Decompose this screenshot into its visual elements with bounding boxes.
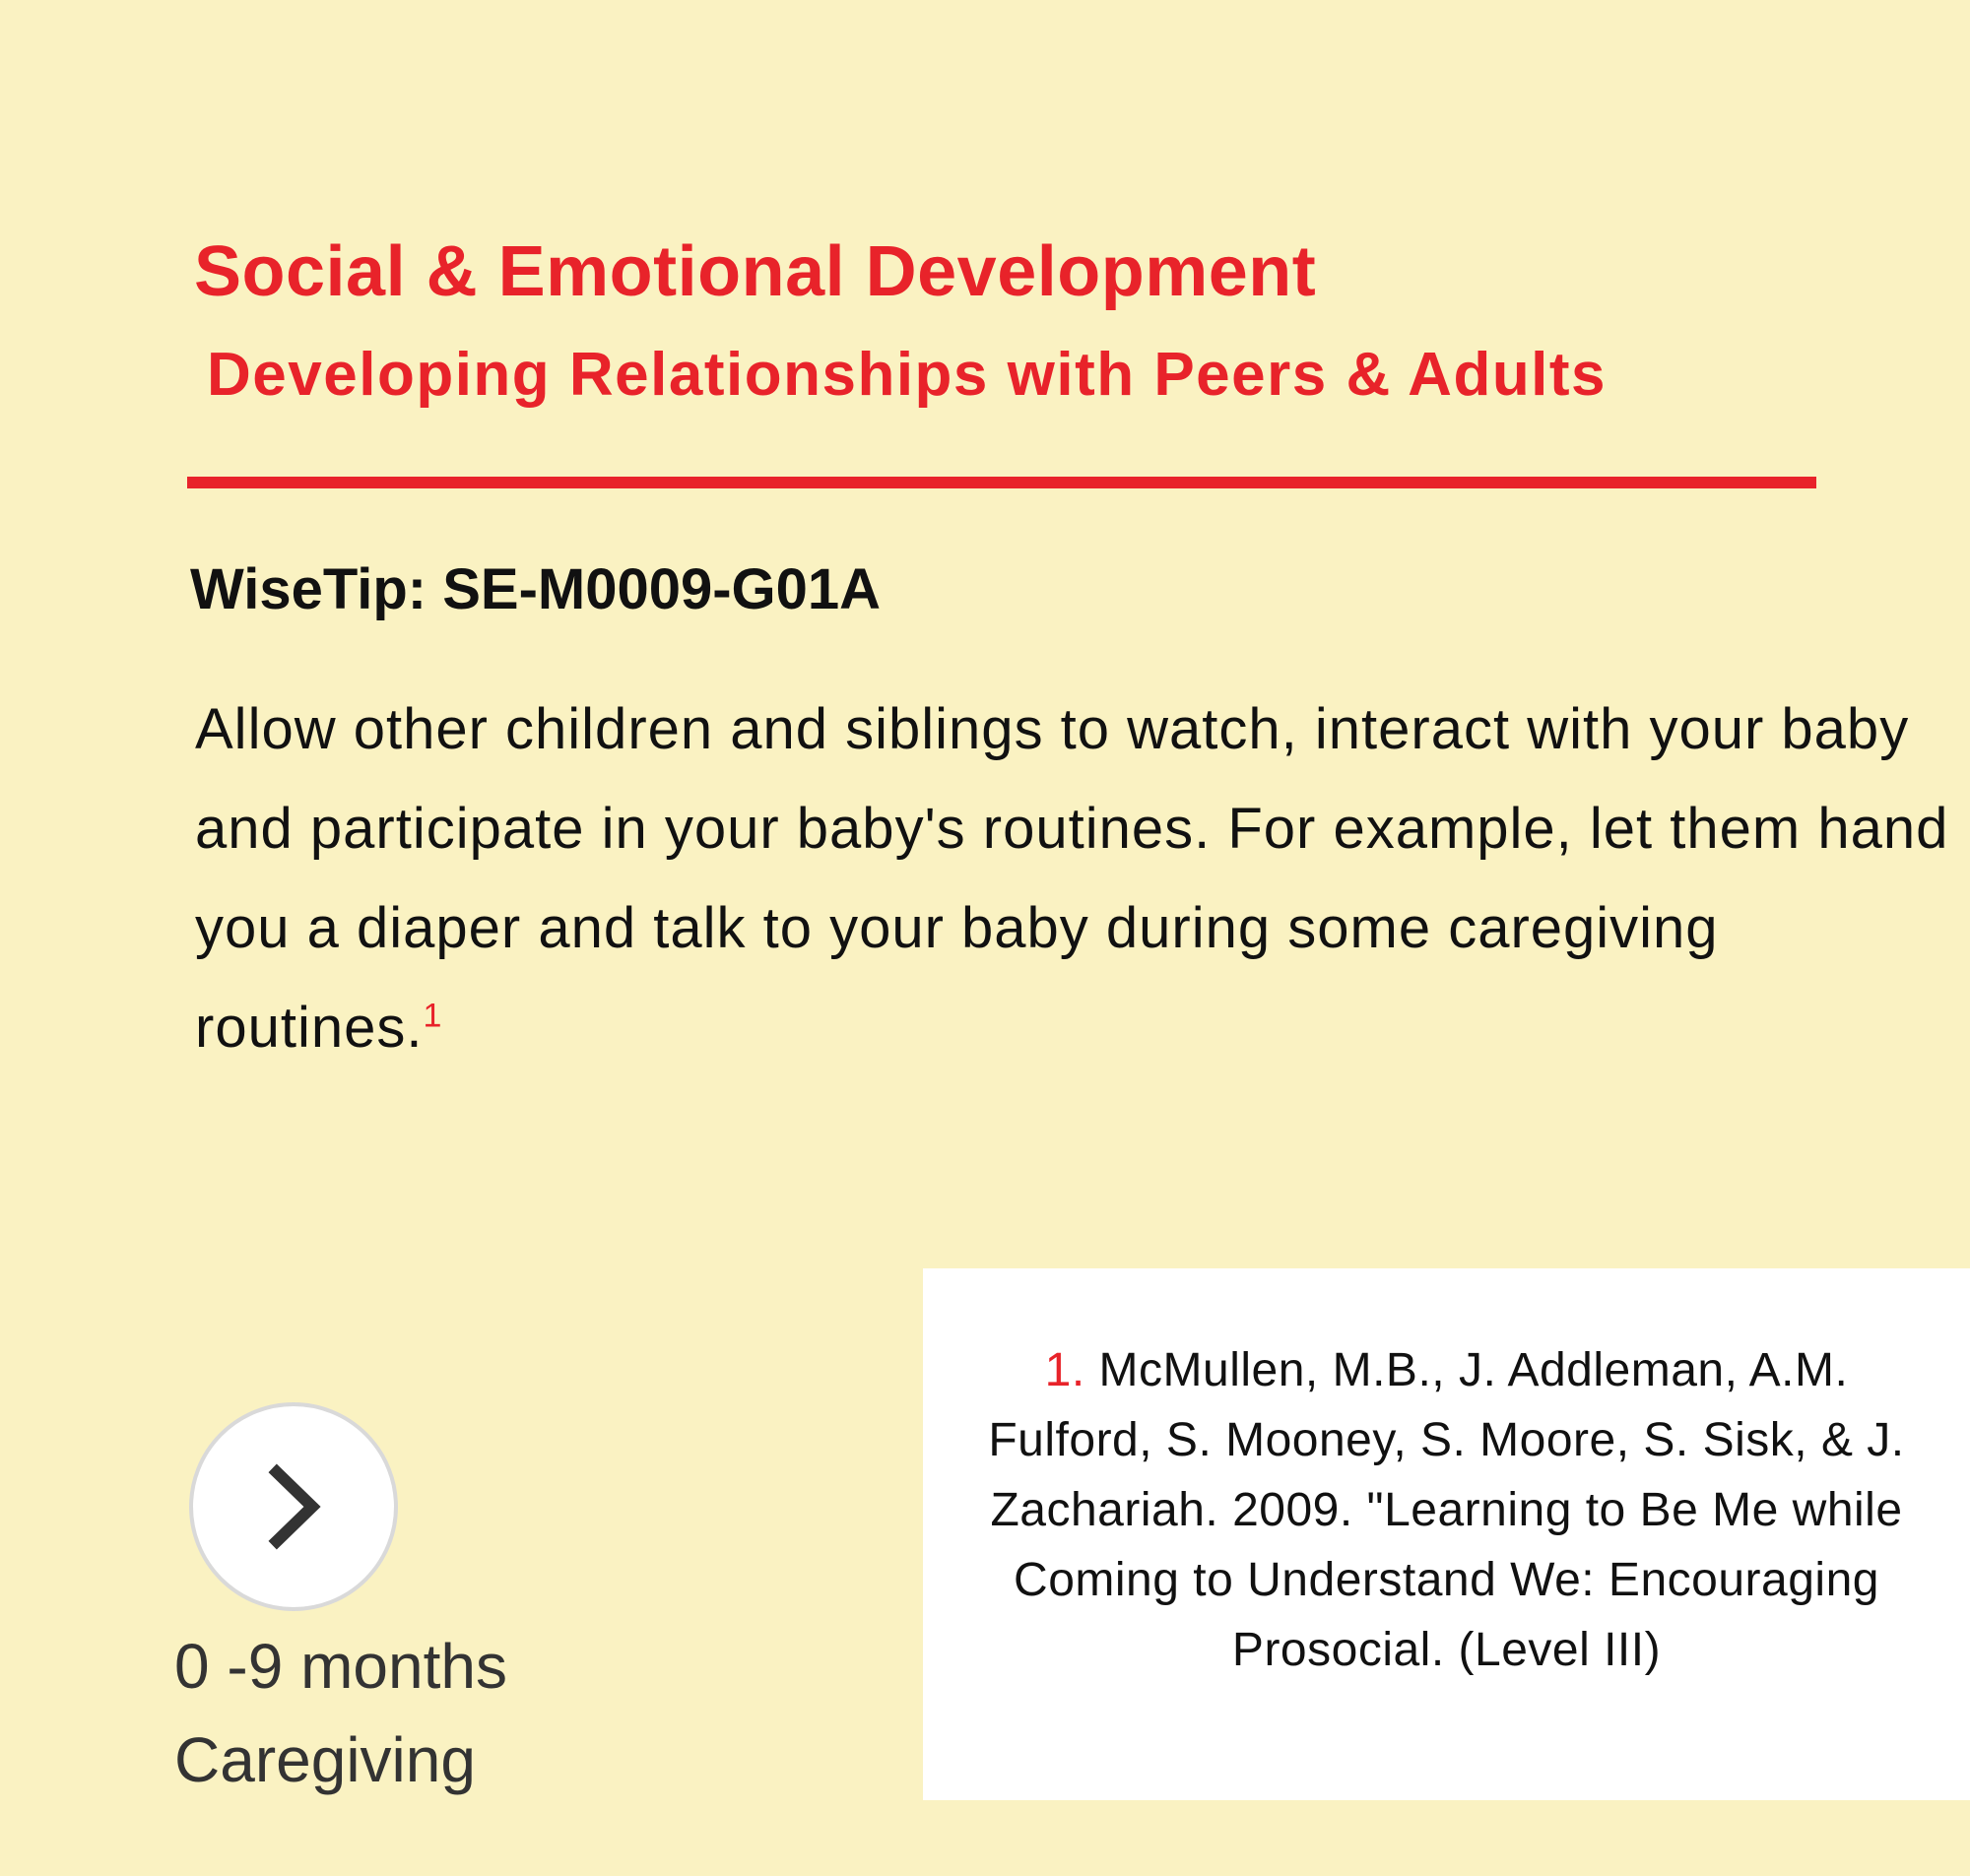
tip-id-label: WiseTip: SE-M0009-G01A xyxy=(190,557,882,621)
title-divider xyxy=(187,477,1816,488)
reference-item xyxy=(962,1335,1931,1685)
category-label: Caregiving xyxy=(174,1724,476,1795)
references-panel xyxy=(923,1268,1970,1800)
reference-marker[interactable]: 1 xyxy=(423,997,443,1035)
page-title: Social & Emotional Development xyxy=(194,232,1317,311)
page-subtitle: Developing Relationships with Peers & Adults xyxy=(207,341,1608,409)
reference-number: 1. xyxy=(1044,1344,1085,1396)
age-range-label: 0 -9 months xyxy=(174,1631,507,1702)
reference-text: McMullen, M.B., J. Addleman, A.M. Fulford, S. Mooney, S. Moore, S. Sisk, & J. Zachariah. 2009. "Learning to Be Me while Coming to Understand We: Encouraging Prosocial. (Level III) xyxy=(988,1344,1905,1676)
tip-body xyxy=(195,679,1958,1077)
next-button[interactable] xyxy=(189,1402,398,1611)
chevron-right-icon xyxy=(259,1462,328,1551)
tip-body-text: Allow other children and siblings to watch, interact with your baby and participate in your baby's routines. For example, let them hand you a diaper and talk to your baby during some caregiving routines. xyxy=(195,697,1949,1060)
